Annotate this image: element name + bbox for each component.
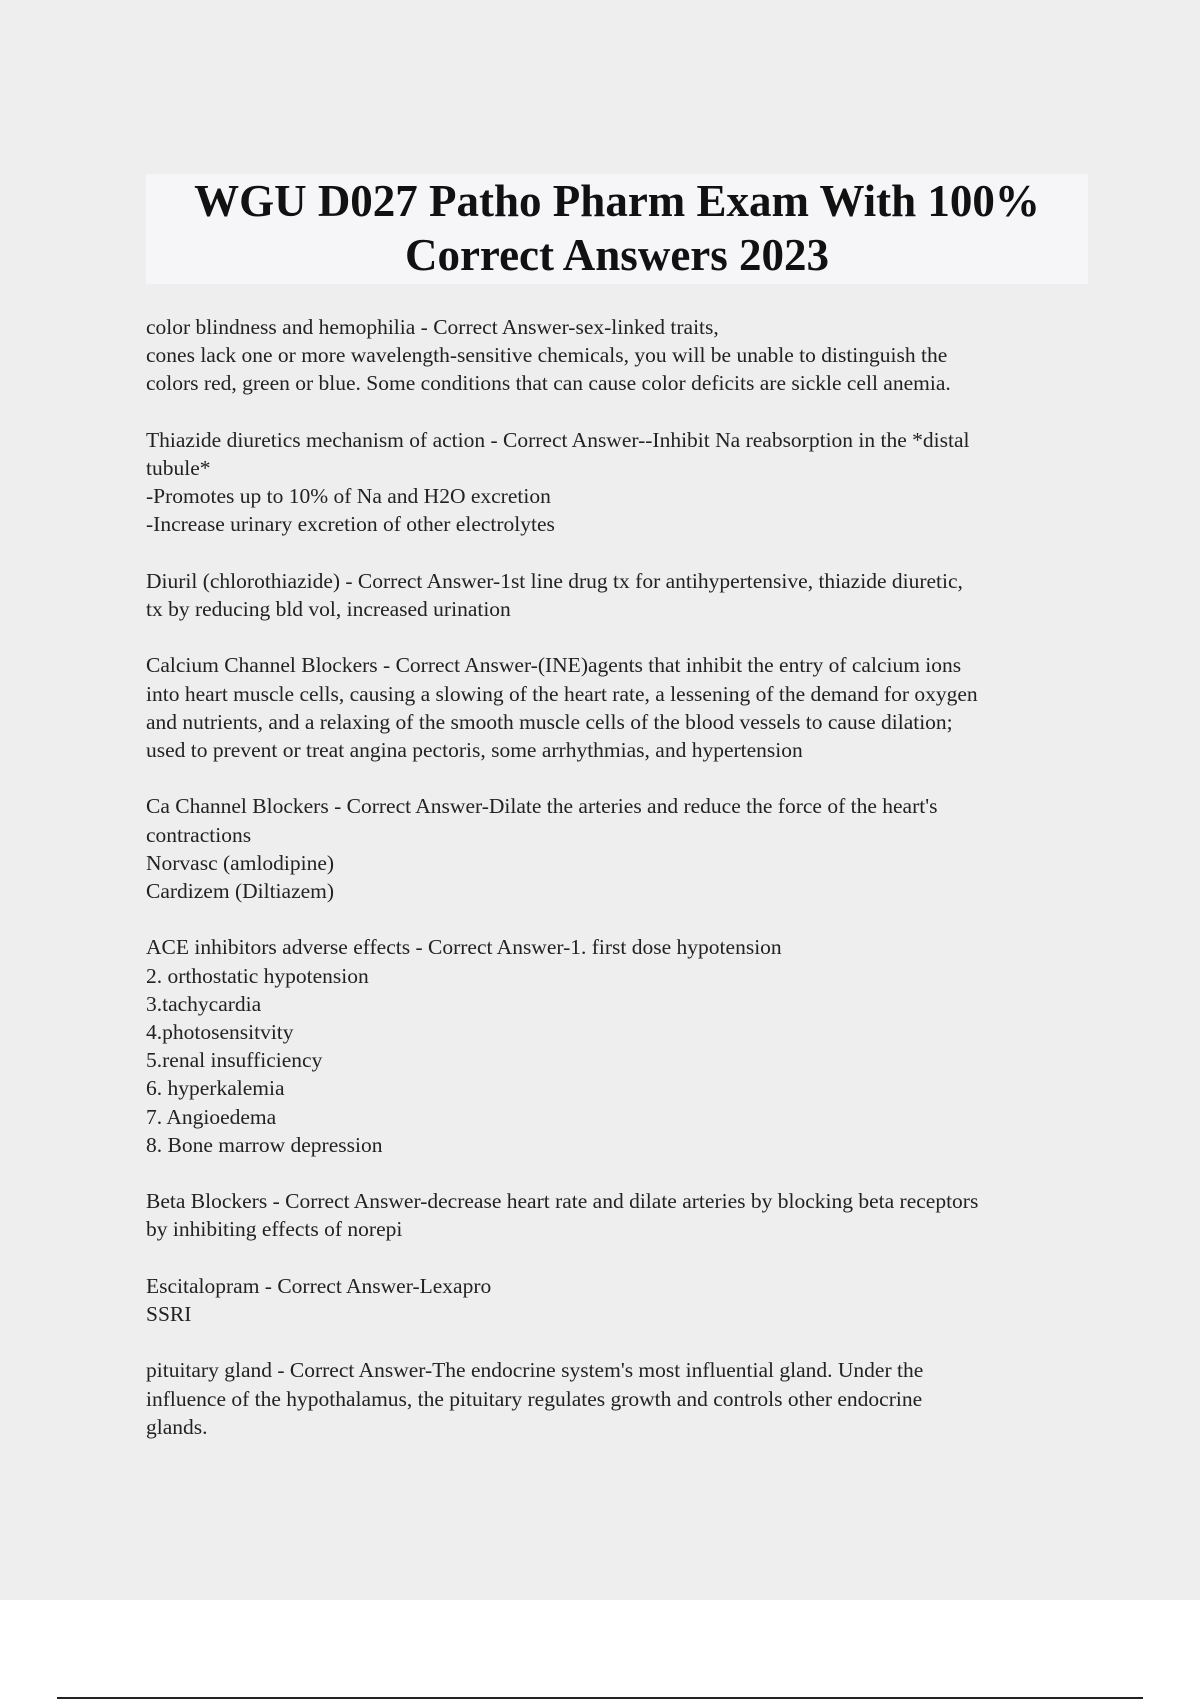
qa-line: into heart muscle cells, causing a slowing of the heart rate, a lessening of the demand for oxygen bbox=[146, 681, 978, 706]
qa-line: -Increase urinary excretion of other electrolytes bbox=[146, 512, 555, 537]
qa-line: tx by reducing bld vol, increased urination bbox=[146, 597, 511, 621]
qa-line: color blindness and hemophilia - Correct Answer-sex-linked traits, bbox=[146, 315, 719, 339]
qa-entry bbox=[146, 313, 1096, 398]
qa-entry bbox=[146, 1356, 1096, 1441]
qa-line: SSRI bbox=[146, 1302, 192, 1326]
qa-line: ACE inhibitors adverse effects - Correct Answer-1. first dose hypotension bbox=[146, 935, 782, 960]
qa-entry bbox=[146, 792, 1096, 905]
qa-line: Thiazide diuretics mechanism of action - Correct Answer--Inhibit Na reabsorption in the *distal bbox=[146, 427, 970, 452]
qa-line: influence of the hypothalamus, the pituitary regulates growth and controls other endocrine bbox=[146, 1386, 923, 1411]
qa-list bbox=[146, 313, 1096, 1469]
qa-line: colors red, green or blue. Some conditions that can cause color deficits are sickle cell anemia. bbox=[146, 371, 951, 396]
qa-line: 3.tachycardia bbox=[146, 991, 262, 1016]
qa-line: 8. Bone marrow depression bbox=[146, 1132, 383, 1157]
qa-line: Norvasc (amlodipine) bbox=[146, 850, 335, 875]
qa-line: Beta Blockers - Correct Answer-decrease heart rate and dilate arteries by blocking beta receptors bbox=[146, 1189, 979, 1214]
qa-line: Ca Channel Blockers - Correct Answer-Dilate the arteries and reduce the force of the heart's bbox=[146, 794, 938, 819]
qa-entry bbox=[146, 1187, 1096, 1243]
qa-line: cones lack one or more wavelength-sensitive chemicals, you will be unable to distinguish the bbox=[146, 343, 948, 368]
qa-line: -Promotes up to 10% of Na and H2O excretion bbox=[146, 484, 551, 509]
qa-line: 6. hyperkalemia bbox=[146, 1076, 285, 1101]
qa-line: Cardizem (Diltiazem) bbox=[146, 879, 335, 903]
qa-line: Escitalopram - Correct Answer-Lexapro bbox=[146, 1273, 492, 1298]
document-title-line-1: WGU D027 Patho Pharm Exam With 100% bbox=[194, 176, 1040, 226]
qa-line: 5.renal insufficiency bbox=[146, 1048, 323, 1073]
document-title-line-2: Correct Answers 2023 bbox=[404, 230, 830, 280]
qa-line: Diuril (chlorothiazide) - Correct Answer-1st line drug tx for antihypertensive, thiazide diuretic, bbox=[146, 568, 963, 593]
qa-entry bbox=[146, 933, 1096, 1159]
qa-line: used to prevent or treat angina pectoris, some arrhythmias, and hypertension bbox=[146, 738, 803, 762]
qa-line: 2. orthostatic hypotension bbox=[146, 963, 369, 988]
qa-entry bbox=[146, 1272, 1096, 1328]
qa-line: glands. bbox=[146, 1414, 208, 1439]
title-block bbox=[146, 174, 1088, 284]
qa-line: tubule* bbox=[146, 456, 211, 480]
qa-line: by inhibiting effects of norepi bbox=[146, 1217, 403, 1242]
qa-entry bbox=[146, 567, 1096, 623]
qa-line: Calcium Channel Blockers - Correct Answer-(INE)agents that inhibit the entry of calcium ions bbox=[146, 653, 962, 678]
footer-divider bbox=[57, 1697, 1143, 1699]
qa-line: 4.photosensitvity bbox=[146, 1020, 294, 1044]
qa-line: 7. Angioedema bbox=[146, 1104, 277, 1129]
qa-line: contractions bbox=[146, 822, 252, 847]
qa-line: pituitary gland - Correct Answer-The endocrine system's most influential gland. Under the bbox=[146, 1358, 924, 1383]
qa-entry bbox=[146, 651, 1096, 764]
qa-entry bbox=[146, 426, 1096, 539]
qa-line: and nutrients, and a relaxing of the smooth muscle cells of the blood vessels to cause dilation; bbox=[146, 709, 953, 734]
